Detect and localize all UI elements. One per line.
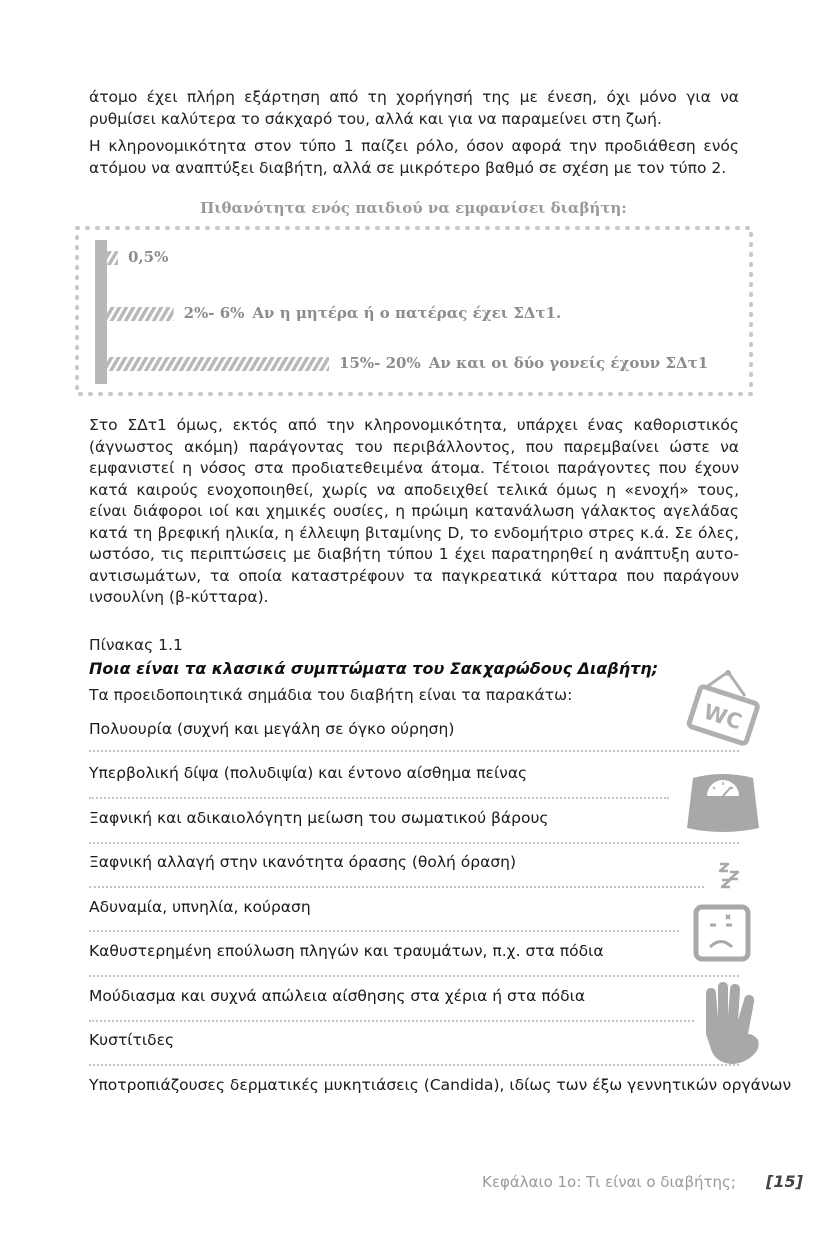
bar-value-label: 0,5% [128, 248, 169, 266]
chart-bar [107, 307, 174, 321]
symptom-item: Υποτροπιάζουσες δερματικές μυκητιάσεις (Candida), ιδίως των έξω γεννητικών οργάνων [89, 1076, 792, 1094]
chart-bar [107, 357, 329, 371]
symptom-item: Υπερβολική δίψα (πολυδιψία) και έντονο αίσθημα πείνας [89, 764, 528, 782]
body-text [89, 415, 739, 615]
divider [89, 886, 704, 888]
bar-value-label: 2%- 6% [183, 304, 245, 322]
tired-face-icon [692, 903, 752, 963]
chart-bar [107, 251, 118, 265]
table-title: Ποια είναι τα κλασικά συμπτώματα του Σακχαρώδους Διαβήτη; [89, 659, 659, 678]
chart-bar-label [339, 354, 708, 372]
divider [89, 930, 679, 932]
symptom-item: Καθυστερημένη επούλωση πληγών και τραυμάτων, π.χ. στα πόδια [89, 942, 604, 960]
symptom-item: Μούδιασμα και συχνά απώλεια αίσθησης στα χέρια ή στα πόδια [89, 987, 586, 1005]
hand-icon [696, 982, 762, 1066]
symptom-item: Πολυουρία (συχνή και μεγάλη σε όγκο ούρηση) [89, 720, 455, 738]
divider [89, 975, 739, 977]
footer-chapter: Κεφάλαιο 1ο: Τι είναι ο διαβήτης; [482, 1173, 736, 1191]
divider [89, 842, 739, 844]
table-caption: Πίνακας 1.1 [89, 636, 183, 654]
intro-paragraph-1: άτομο έχει πλήρη εξάρτηση από τη χορήγησή της με ένεση, όχι μόνο για να ρυθμίσει καλύτερα το σάκχαρό του, αλλά και για να παραμείνει στη ζωή. [89, 88, 739, 128]
divider [89, 1020, 694, 1022]
bar-caption: Αν και οι δύο γονείς έχουν ΣΔτ1 [428, 354, 709, 372]
chart-bar-label [128, 248, 168, 266]
wc-sign-icon [683, 668, 761, 746]
symptom-item: Ξαφνική αλλαγή στην ικανότητα όρασης (θολή όραση) [89, 853, 517, 871]
chart-title: Πιθανότητα ενός παιδιού να εμφανίσει διαβήτη: [200, 199, 627, 217]
intro-text [89, 87, 739, 185]
divider [89, 750, 739, 752]
bar-caption: Αν η μητέρα ή ο πατέρας έχει ΣΔτ1. [252, 304, 562, 322]
symptom-item: Κυστίτιδες [89, 1031, 175, 1049]
intro-paragraph-2: Η κληρονομικότητα στον τύπο 1 παίζει ρόλο, όσον αφορά την προδιάθεση ενός ατόμου να αναπτύξει διαβήτη, αλλά σε μικρότερο βαθμό σε σχέση με τον τύπο 2. [89, 137, 739, 177]
divider [89, 797, 669, 799]
svg-text:WC: WC [700, 699, 745, 735]
bar-value-label: 15%- 20% [339, 354, 421, 372]
symptom-item: Αδυναμία, υπνηλία, κούραση [89, 898, 311, 916]
chart-bar-label [184, 304, 562, 322]
body-paragraph: Στο ΣΔτ1 όμως, εκτός από την κληρονομικότητα, υπάρχει ένας καθοριστικός (άγνωστος ακόμη) παράγοντας του περιβάλλοντος, που παρεμβαίνει ώστε να εμφανιστεί η νόσος στα προδιατεθειμένα άτομα. Τέτοιοι παράγοντες που έχουν κατά καιρούς ενοχοποιηθεί, χωρίς να αποδειχθεί τελικά όμως η «ενοχή» τους, είναι διάφοροι ιοί και χημικές ουσίες, η πρώιμη κατανάλωση γάλακτος αγελάδας κατά τη βρεφική ηλικία, η έλλειψη βιταμίνης D, το ενδομήτριο στρες κ.ά. Σε όλες, ωστόσο, τις περιπτώσεις με διαβήτη τύπου 1 έχει παρατηρηθεί η ανάπτυξη αυτο-αντισωμάτων, τα οποία καταστρέφουν τα παγκρεατικά κύτταρα που παράγουν ινσουλίνη (β-κύτταρα). [89, 416, 739, 606]
table-intro: Τα προειδοποιητικά σημάδια του διαβήτη είναι τα παρακάτω: [89, 686, 573, 704]
chart-axis [95, 240, 107, 384]
page-number: [15] [766, 1172, 803, 1191]
divider [89, 1064, 739, 1066]
symptom-item: Ξαφνική και αδικαιολόγητη μείωση του σωματικού βάρους [89, 809, 549, 827]
sleep-icon [716, 860, 746, 892]
scale-icon [685, 772, 761, 834]
probability-chart [74, 225, 754, 398]
